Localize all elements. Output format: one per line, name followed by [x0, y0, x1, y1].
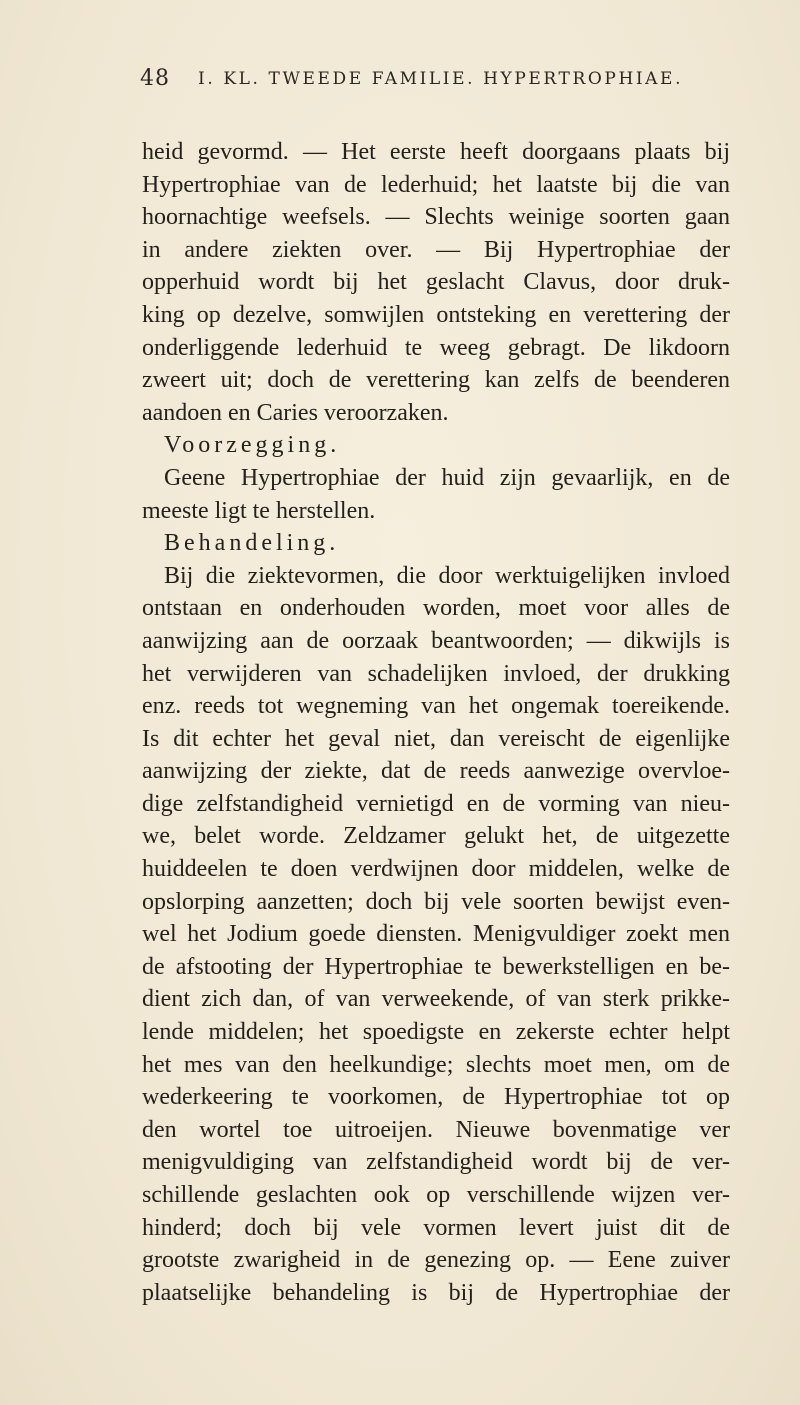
text-line: in andere ziekten over. — Bij Hypertrophiae der: [142, 236, 730, 263]
text-line: schillende geslachten ook op verschillende wijzen ver-: [142, 1182, 730, 1208]
text-line: menigvuldiging van zelfstandigheid wordt bij de ver-: [142, 1149, 730, 1176]
running-title: I. KL. TWEEDE FAMILIE. HYPERTROPHIAE.: [198, 69, 684, 89]
text-line: we, belet worde. Zeldzamer gelukt het, de uitgezette: [142, 823, 730, 850]
body-text: [142, 136, 730, 1309]
text-line: dige zelfstandigheid vernietigd en de vorming van nieu-: [142, 790, 730, 817]
text-line: onderliggende lederhuid te weeg gebragt. De likdoorn: [142, 334, 730, 361]
text-line: wederkeering te voorkomen, de Hypertrophiae tot op: [142, 1084, 730, 1111]
text-line: het verwijderen van schadelijken invloed, der drukking: [142, 660, 730, 687]
text-line: ontstaan en onderhouden worden, moet voor alles de: [142, 595, 730, 622]
text-line: Is dit echter het geval niet, dan vereischt de eigenlijke: [142, 725, 730, 752]
section-heading: Voorzegging.: [164, 432, 341, 459]
text-line: huiddeelen te doen verdwijnen door middelen, welke de: [142, 856, 730, 883]
text-line: lende middelen; het spoedigste en zekerste echter helpt: [142, 1019, 730, 1046]
text-line: Hypertrophiae van de lederhuid; het laatste bij die van: [142, 171, 730, 198]
text-line: den wortel toe uitroeijen. Nieuwe bovenmatige ver: [142, 1116, 730, 1143]
text-line: de afstooting der Hypertrophiae te bewerkstelligen en be-: [142, 953, 730, 980]
text-line: aandoen en Caries veroorzaken.: [142, 399, 449, 426]
text-line: grootste zwarigheid in de genezing op. — Eene zuiver: [142, 1247, 730, 1274]
text-line: king op dezelve, somwijlen ontsteking en verettering der: [142, 301, 730, 328]
text-line: heid gevormd. — Het eerste heeft doorgaans plaats bij: [142, 139, 730, 165]
text-line: meeste ligt te herstellen.: [142, 497, 376, 524]
text-line: dient zich dan, of van verweekende, of van sterk prikke-: [142, 986, 730, 1013]
text-line: aanwijzing aan de oorzaak beantwoorden; — dikwijls is: [142, 627, 730, 654]
text-line: Geene Hypertrophiae der huid zijn gevaarlijk, en de: [164, 464, 730, 491]
section-heading: Behandeling.: [164, 530, 340, 557]
text-line: het mes van den heelkundige; slechts moet men, om de: [142, 1051, 730, 1078]
text-line: opperhuid wordt bij het geslacht Clavus, door druk-: [142, 269, 730, 296]
text-line: aanwijzing der ziekte, dat de reeds aanwezige overvloe-: [142, 758, 730, 785]
text-line: hinderd; doch bij vele vormen levert juist dit de: [142, 1214, 730, 1241]
text-line: zweert uit; doch de verettering kan zelfs de beenderen: [142, 367, 730, 394]
page-number: 48: [140, 66, 170, 91]
text-line: enz. reeds tot wegneming van het ongemak toereikende.: [142, 693, 730, 720]
running-head: [140, 66, 700, 96]
text-line: Bij die ziektevormen, die door werktuigelijken invloed: [164, 562, 730, 589]
text-line: opslorping aanzetten; doch bij vele soorten bewijst even-: [142, 888, 730, 915]
text-line: hoornachtige weefsels. — Slechts weinige soorten gaan: [142, 204, 730, 231]
text-line: wel het Jodium goede diensten. Menigvuldiger zoekt men: [142, 921, 730, 948]
text-line: plaatselijke behandeling is bij de Hypertrophiae der: [142, 1279, 730, 1306]
